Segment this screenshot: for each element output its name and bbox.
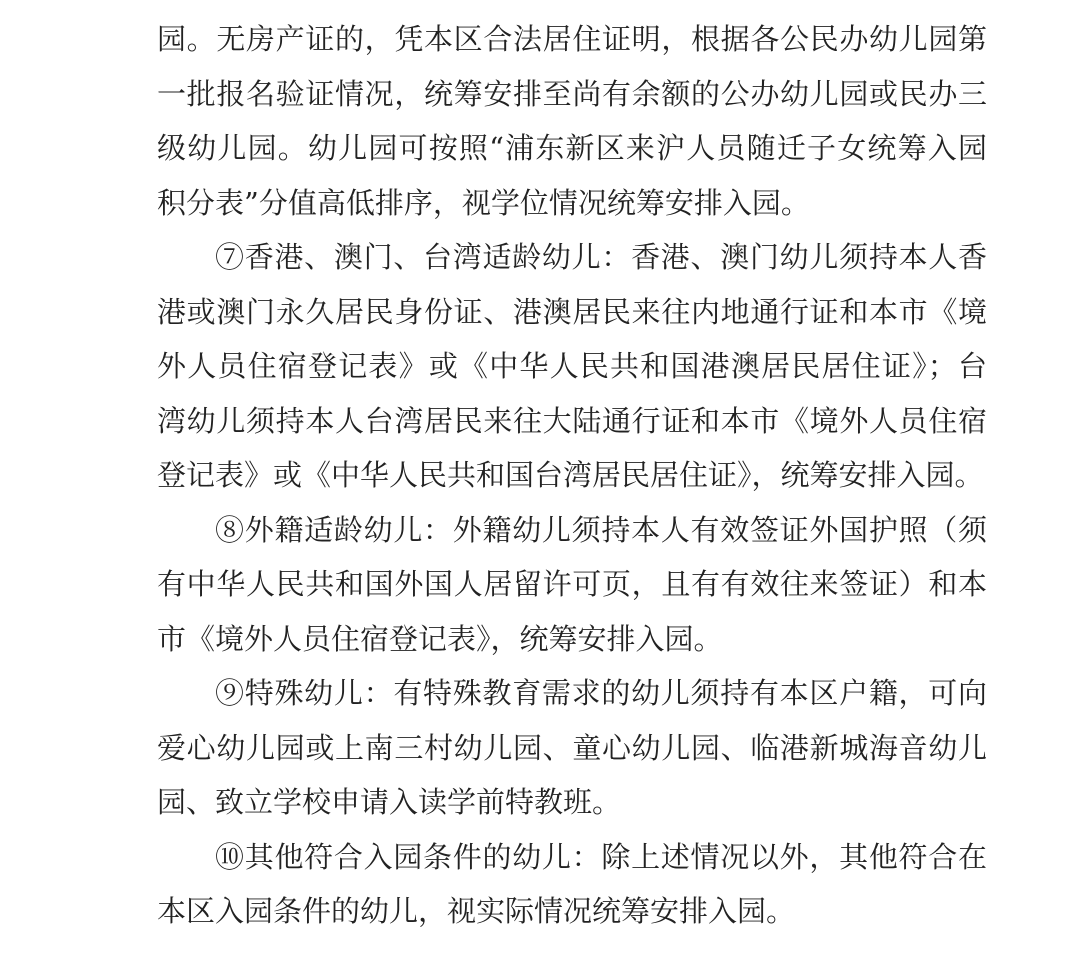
paragraph-heading-line: ⑦香港、澳门、台湾适龄幼儿：香港、澳门幼儿须持本人香 [215, 240, 987, 274]
text-line: 湾幼儿须持本人台湾居民来往大陆通行证和本市《境外人员住宿 [157, 403, 987, 438]
text-line: 一批报名验证情况，统筹安排至尚有余额的公办幼儿园或民办三 [157, 76, 987, 111]
text-line: 市《境外人员住宿登记表》，统筹安排入园。 [157, 621, 723, 656]
document-body [157, 12, 987, 939]
paragraph-heading-line: ⑧外籍适龄幼儿：外籍幼儿须持本人有效签证外国护照（须 [215, 512, 987, 547]
text-line: 本区入园条件的幼儿，视实际情况统筹安排入园。 [157, 894, 796, 928]
text-line: 园、致立学校申请入读学前特教班。 [157, 785, 622, 819]
text-line: 级幼儿园。幼儿园可按照“浦东新区来沪人员随迁子女统筹入园 [157, 131, 987, 165]
text-line: 外人员住宿登记表》或《中华人民共和国港澳居民居住证》；台 [157, 349, 987, 383]
paragraph-heading-line: ⑩其他符合入园条件的幼儿：除上述情况以外，其他符合在 [215, 839, 987, 874]
text-line: 园。无房产证的，凭本区合法居住证明，根据各公民办幼儿园第 [157, 22, 987, 56]
paragraph-heading-line: ⑨特殊幼儿：有特殊教育需求的幼儿须持有本区户籍，可向 [215, 676, 987, 710]
text-line: 爱心幼儿园或上南三村幼儿园、童心幼儿园、临港新城海音幼儿 [157, 730, 987, 765]
text-line: 积分表”分值高低排序，视学位情况统筹安排入园。 [157, 185, 810, 220]
text-line: 港或澳门永久居民身份证、港澳居民来往内地通行证和本市《境 [157, 294, 987, 329]
text-line: 登记表》或《中华人民共和国台湾居民居住证》，统筹安排入园。 [157, 458, 984, 492]
text-line: 有中华人民共和国外国人居留许可页，且有有效往来签证）和本 [157, 567, 987, 601]
